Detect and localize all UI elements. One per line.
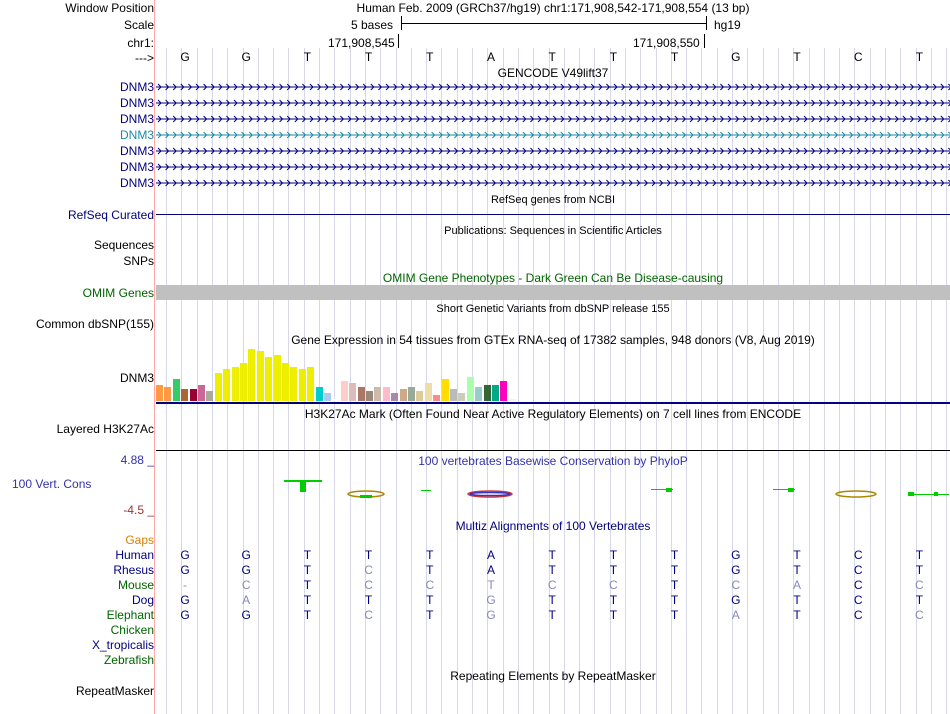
gtex-tissue-bar[interactable] — [307, 367, 314, 401]
gencode-gene-label[interactable]: DNM3 — [119, 128, 154, 142]
gtex-tissue-bar[interactable] — [173, 379, 180, 401]
multiz-base: G — [731, 563, 741, 577]
multiz-base: T — [793, 608, 801, 622]
ruler-pos-left: 171,908,545 — [328, 36, 395, 50]
multiz-base: C — [853, 548, 863, 562]
gtex-tissue-bar[interactable] — [282, 363, 289, 401]
multiz-gaps-label: Gaps — [125, 533, 154, 547]
gtex-tissue-bar[interactable] — [458, 393, 465, 401]
multiz-base: G — [731, 593, 741, 607]
multiz-base: T — [915, 563, 924, 577]
gencode-gene-line[interactable] — [156, 178, 950, 188]
gtex-tissue-bar[interactable] — [391, 393, 398, 401]
multiz-base: C — [241, 578, 251, 592]
multiz-base: G — [241, 548, 251, 562]
phylop-ellipse — [470, 493, 510, 496]
multiz-species-label[interactable]: Zebrafish — [103, 653, 154, 667]
gtex-tissue-bar[interactable] — [324, 393, 331, 401]
multiz-base: - — [183, 578, 187, 592]
h3k27ac-label[interactable]: Layered H3K27Ac — [56, 422, 154, 436]
gtex-tissue-bar[interactable] — [265, 357, 272, 401]
h3k27ac-title[interactable]: H3K27Ac Mark (Often Found Near Active Regulatory Elements) on 7 cell lines from ENCODE — [304, 407, 802, 421]
multiz-species-label[interactable]: Chicken — [110, 623, 154, 637]
gtex-tissue-bar[interactable] — [500, 381, 507, 401]
multiz-base: T — [670, 608, 679, 622]
multiz-base: T — [426, 593, 434, 607]
multiz-species-label[interactable]: Human — [115, 548, 154, 562]
gtex-tissue-bar[interactable] — [349, 383, 356, 401]
phylop-plot[interactable] — [156, 470, 950, 510]
gtex-tissue-bar[interactable] — [341, 381, 348, 401]
gtex-tissue-bar[interactable] — [358, 387, 365, 401]
gtex-tissue-bar[interactable] — [316, 387, 323, 401]
gtex-tissue-bar[interactable] — [206, 391, 213, 401]
gtex-tissue-bar[interactable] — [442, 379, 449, 401]
multiz-base: T — [670, 578, 679, 592]
phylop-title[interactable]: 100 vertebrates Basewise Conservation by PhyloP — [418, 454, 688, 468]
gencode-title[interactable]: GENCODE V49lift37 — [497, 66, 609, 80]
gtex-tissue-bar[interactable] — [299, 369, 306, 401]
gtex-tissue-bar[interactable] — [383, 387, 390, 401]
h3k27ac-baseline — [156, 450, 950, 451]
gtex-title[interactable]: Gene Expression in 54 tissues from GTEx RNA-seq of 17382 samples, 948 donors (V8, Aug 2019) — [291, 333, 815, 347]
gtex-tissue-bar[interactable] — [509, 399, 516, 401]
multiz-base: C — [364, 563, 373, 577]
gtex-tissue-bar[interactable] — [467, 377, 474, 401]
gtex-tissue-bar[interactable] — [257, 351, 264, 401]
multiz-base: C — [547, 578, 557, 592]
strand-label: ---> — [135, 51, 154, 65]
multiz-species-label[interactable]: Elephant — [106, 608, 154, 622]
gencode-gene-line[interactable] — [156, 114, 950, 124]
gtex-tissue-bar[interactable] — [374, 387, 381, 401]
scale-bar-right-tick — [706, 16, 707, 30]
ruler-pos-right: 171,908,550 — [633, 36, 700, 50]
gencode-gene-label[interactable]: DNM3 — [119, 96, 154, 110]
multiz-base: T — [303, 593, 312, 607]
phylop-mark — [300, 482, 306, 492]
gencode-gene-label[interactable]: DNM3 — [119, 80, 154, 94]
multiz-base: C — [915, 608, 924, 622]
gtex-tissue-bar[interactable] — [190, 389, 197, 401]
multiz-base: T — [487, 578, 495, 592]
multiz-base: C — [609, 578, 618, 592]
gtex-tissue-bar[interactable] — [492, 385, 499, 401]
multiz-base: T — [426, 608, 434, 622]
scale-value: 5 bases — [351, 18, 394, 32]
phylop-ellipse — [836, 491, 876, 497]
gtex-tissue-bar[interactable] — [433, 395, 440, 401]
dbsnp-title[interactable]: Short Genetic Variants from dbSNP release 155 — [436, 303, 670, 315]
publications-snps-label[interactable]: SNPs — [123, 254, 154, 268]
dna-base: T — [303, 50, 312, 64]
multiz-base: T — [548, 548, 556, 562]
gtex-tissue-bar[interactable] — [400, 389, 407, 401]
phylop-max-label: 4.88 _ — [120, 453, 154, 467]
gtex-tissue-bar[interactable] — [290, 367, 297, 401]
multiz-base: G — [486, 608, 496, 622]
multiz-base: T — [793, 548, 801, 562]
multiz-base: T — [426, 563, 434, 577]
phylop-mark — [421, 490, 431, 491]
scale-assembly: hg19 — [714, 18, 741, 32]
multiz-base: C — [853, 608, 863, 622]
chrom-label: chr1: — [127, 36, 154, 50]
multiz-base: T — [364, 548, 373, 562]
refseq-label[interactable]: RefSeq Curated — [67, 208, 154, 222]
gtex-tissue-bar[interactable] — [198, 385, 205, 401]
multiz-base: T — [915, 548, 924, 562]
multiz-base: C — [853, 593, 863, 607]
multiz-base: A — [731, 608, 740, 622]
window-position-label: Window Position — [65, 1, 154, 15]
multiz-base: T — [793, 593, 801, 607]
gtex-tissue-bar[interactable] — [223, 369, 230, 401]
gtex-tissue-bar[interactable] — [416, 391, 423, 401]
multiz-base: C — [364, 578, 373, 592]
dna-base: T — [609, 50, 618, 64]
multiz-base: G — [241, 563, 251, 577]
dna-base: T — [793, 50, 801, 64]
phylop-mark — [360, 495, 372, 498]
gtex-tissue-bar[interactable] — [164, 387, 171, 401]
multiz-base: G — [241, 608, 251, 622]
multiz-base: T — [548, 563, 556, 577]
gtex-tissue-bar[interactable] — [450, 389, 457, 401]
phylop-min-label: -4.5 _ — [123, 503, 154, 517]
gtex-tissue-bar[interactable] — [232, 367, 239, 401]
gencode-gene-label[interactable]: DNM3 — [119, 144, 154, 158]
dna-base: T — [426, 50, 434, 64]
dna-base: G — [180, 50, 190, 64]
multiz-base: C — [731, 578, 741, 592]
gencode-gene-line[interactable] — [156, 162, 950, 172]
gtex-tissue-bar[interactable] — [274, 355, 281, 401]
gtex-tissue-bar[interactable] — [215, 373, 222, 401]
multiz-base: T — [303, 563, 312, 577]
ruler-tick-right — [704, 34, 705, 48]
phylop-mark — [911, 494, 949, 495]
dna-base: C — [853, 50, 863, 64]
gencode-gene-line[interactable] — [156, 130, 950, 140]
multiz-base: G — [486, 593, 496, 607]
multiz-title[interactable]: Multiz Alignments of 100 Vertebrates — [455, 519, 651, 533]
gtex-tissue-bar[interactable] — [366, 391, 373, 401]
multiz-base: T — [609, 548, 618, 562]
phylop-track[interactable] — [156, 470, 950, 510]
multiz-species-label[interactable]: Mouse — [117, 578, 154, 592]
multiz-base: T — [793, 563, 801, 577]
dna-base: G — [241, 50, 251, 64]
phylop-mark — [934, 492, 938, 496]
multiz-base: T — [609, 593, 618, 607]
multiz-base: G — [180, 608, 190, 622]
dna-base: T — [670, 50, 679, 64]
repeatmasker-label[interactable]: RepeatMasker — [75, 684, 154, 698]
gencode-gene-line[interactable] — [156, 82, 950, 92]
dna-base: T — [548, 50, 556, 64]
multiz-base: C — [364, 608, 373, 622]
phylop-label[interactable]: 100 Vert. Cons — [12, 477, 92, 491]
scale-bar — [401, 23, 706, 24]
multiz-species-label[interactable]: Rhesus — [113, 563, 154, 577]
scale-label: Scale — [123, 18, 154, 32]
gtex-tissue-bar[interactable] — [484, 385, 491, 401]
label-separator — [154, 0, 155, 714]
multiz-base: T — [303, 578, 312, 592]
window-position-value: Human Feb. 2009 (GRCh37/hg19) chr1:171,908,542-171,908,554 (13 bp) — [356, 1, 750, 15]
multiz-base: T — [303, 608, 312, 622]
phylop-mark — [788, 488, 794, 492]
dna-base: G — [731, 50, 741, 64]
multiz-base: T — [609, 563, 618, 577]
publications-title[interactable]: Publications: Sequences in Scientific Articles — [444, 225, 662, 237]
refseq-title[interactable]: RefSeq genes from NCBI — [490, 194, 616, 206]
multiz-base: T — [548, 608, 556, 622]
multiz-base: C — [915, 578, 924, 592]
multiz-base: T — [364, 593, 373, 607]
gtex-label[interactable]: DNM3 — [119, 371, 154, 385]
multiz-base: C — [853, 563, 863, 577]
dna-base: A — [486, 50, 495, 64]
gencode-gene-line[interactable] — [156, 98, 950, 108]
repeatmasker-title[interactable]: Repeating Elements by RepeatMasker — [450, 669, 656, 683]
multiz-base: A — [792, 578, 801, 592]
gencode-gene-label[interactable]: DNM3 — [119, 176, 154, 190]
dna-base: T — [915, 50, 924, 64]
multiz-species-label[interactable]: X_tropicalis — [91, 638, 154, 652]
multiz-base: G — [180, 563, 190, 577]
multiz-base: A — [486, 548, 495, 562]
gtex-tissue-bar[interactable] — [475, 387, 482, 401]
gtex-gene-line — [156, 402, 950, 404]
gencode-gene-line[interactable] — [156, 146, 950, 156]
multiz-base: G — [180, 548, 190, 562]
multiz-base: G — [180, 593, 190, 607]
multiz-species-label[interactable]: Dog — [131, 593, 154, 607]
multiz-base: T — [426, 548, 434, 562]
omim-label[interactable]: OMIM Genes — [82, 286, 154, 300]
gtex-tissue-bar[interactable] — [240, 363, 247, 401]
gtex-bar-chart[interactable] — [156, 346, 536, 401]
multiz-base: T — [670, 593, 679, 607]
refseq-gene-line[interactable] — [156, 214, 950, 215]
phylop-mark — [908, 492, 914, 496]
multiz-base: A — [242, 593, 251, 607]
multiz-base: T — [670, 548, 679, 562]
gtex-tissue-bar[interactable] — [248, 349, 255, 401]
ruler-tick-left — [398, 34, 399, 48]
gencode-gene-label[interactable]: DNM3 — [119, 112, 154, 126]
gtex-tissue-bar[interactable] — [181, 389, 188, 401]
gtex-tissue-bar[interactable] — [332, 399, 339, 401]
multiz-base: T — [548, 593, 556, 607]
dna-base: T — [364, 50, 373, 64]
omim-title[interactable]: OMIM Gene Phenotypes - Dark Green Can Be Disease-causing — [382, 271, 724, 285]
multiz-base: T — [609, 608, 618, 622]
gtex-tissue-bar[interactable] — [425, 383, 432, 401]
multiz-base: G — [731, 548, 741, 562]
gtex-tissue-bar[interactable] — [156, 385, 163, 401]
multiz-base: T — [670, 563, 679, 577]
multiz-base: C — [853, 578, 863, 592]
publications-sequences-label[interactable]: Sequences — [93, 238, 154, 252]
gencode-gene-label[interactable]: DNM3 — [119, 160, 154, 174]
phylop-mark — [666, 488, 672, 492]
gtex-tissue-bar[interactable] — [408, 387, 415, 401]
multiz-base: A — [486, 563, 495, 577]
multiz-base: T — [915, 593, 924, 607]
dbsnp-label[interactable]: Common dbSNP(155) — [35, 317, 154, 331]
omim-gene-bar[interactable] — [156, 285, 950, 300]
multiz-base: T — [303, 548, 312, 562]
multiz-base: C — [425, 578, 435, 592]
phylop-mark — [284, 480, 322, 482]
